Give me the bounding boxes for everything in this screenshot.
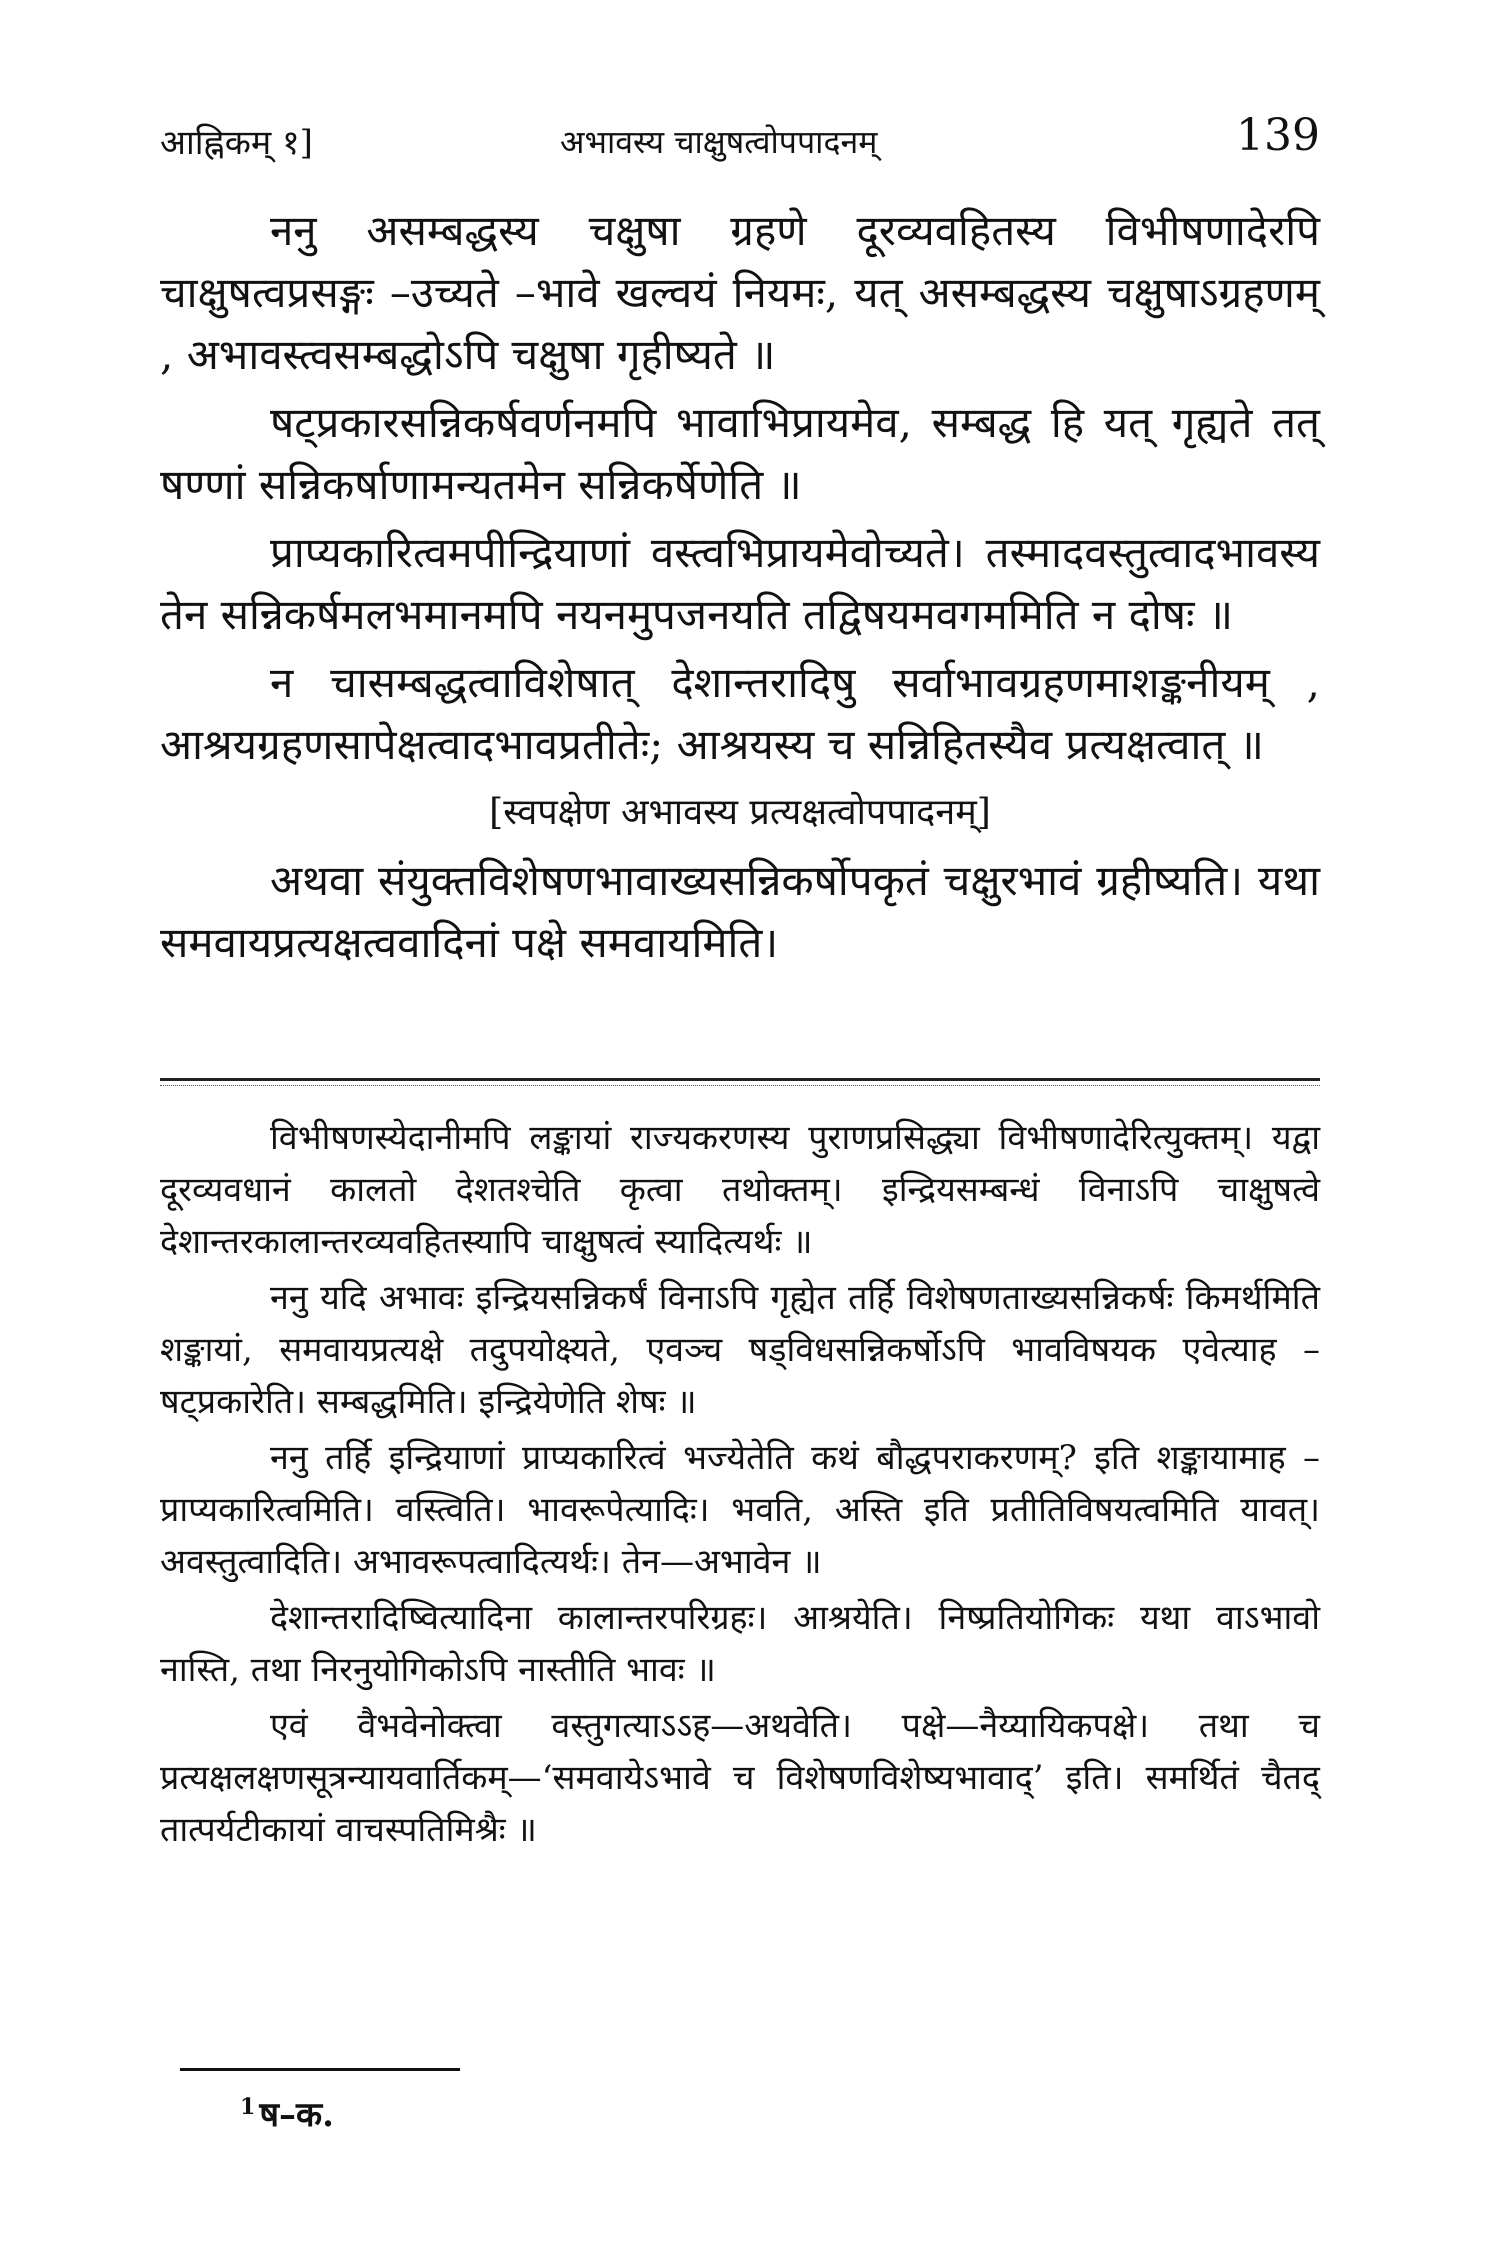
commentary-paragraph-1: विभीषणस्येदानीमपि लङ्कायां राज्यकरणस्य पुराणप्रसिद्ध्या विभीषणादेरित्युक्तम्। यद्वा दूरव्यवधानं कालतो देशतश्चेति कृत्वा तथोक्तम्। इन्द्रियसम्बन्धं विनाऽपि चाक्षुषत्वे देशान्तरकालान्तरव्यवहितस्यापि चाक्षुषत्वं स्यादित्यर्थः ॥ bbox=[160, 1118, 1320, 1262]
section-title: अभावस्य चाक्षुषत्वोपपादनम् bbox=[560, 123, 878, 161]
footnote-rule bbox=[180, 2068, 460, 2071]
footnote-text: ष–क. bbox=[259, 2095, 334, 2135]
main-paragraph-4: न चासम्बद्धत्वाविशेषात् देशान्तरादिषु सर्वाभावग्रहणमाशङ्कनीयम् , आश्रयग्रहणसापेक्षत्वादभावप्रतीतेः; आश्रयस्य च सन्निहितस्यैव प्रत्यक्षत्वात् ॥ bbox=[160, 658, 1320, 769]
main-text bbox=[160, 200, 1320, 980]
commentary-paragraph-2: ननु यदि अभावः इन्द्रियसन्निकर्षं विनाऽपि गृह्येत तर्हि विशेषणताख्यसन्निकर्षः किमर्थमिति शङ्कायां, समवायप्रत्यक्षे तदुपयोक्ष्यते, एवञ्च षड्विधसन्निकर्षोऽपि भावविषयक एवेत्याह –षट्प्रकारेति। सम्बद्धमिति। इन्द्रियेणेति शेषः ॥ bbox=[160, 1278, 1320, 1422]
main-paragraph-2: षट्प्रकारसन्निकर्षवर्णनमपि भावाभिप्रायमेव, सम्बद्ध हि यत् गृह्यते तत् षण्णां सन्निकर्षाणामन्यतमेन सन्निकर्षेणेति ॥ bbox=[160, 398, 1320, 509]
footnote bbox=[240, 2090, 334, 2136]
commentary bbox=[160, 1112, 1320, 1860]
commentary-paragraph-5: एवं वैभवेनोक्त्वा वस्तुगत्याऽऽह—अथवेति। पक्षे—नैय्यायिकपक्षे। तथा च प्रत्यक्षलक्षणसूत्रन्यायवार्तिकम्—‘समवायेऽभावे च विशेषणविशेष्यभावाद्’ इति। समर्थितं चैतद् तात्पर्यटीकायां वाचस्पतिमिश्रैः ॥ bbox=[160, 1706, 1320, 1850]
main-paragraph-3: प्राप्यकारित्वमपीन्द्रियाणां वस्त्वभिप्रायमेवोच्यते। तस्मादवस्तुत्वादभावस्य तेन सन्निकर्षमलभमानमपि नयनमुपजनयति तद्विषयमवगममिति न दोषः ॥ bbox=[160, 528, 1320, 639]
commentary-paragraph-4: देशान्तरादिष्वित्यादिना कालान्तरपरिग्रहः। आश्रयेति। निष्प्रतियोगिकः यथा वाऽभावो नास्ति, तथा निरनुयोगिकोऽपि नास्तीति भावः ॥ bbox=[160, 1598, 1320, 1690]
page-number: 139 bbox=[1236, 110, 1320, 161]
running-header bbox=[160, 110, 1320, 170]
text-commentary-divider bbox=[160, 1078, 1320, 1086]
footnote-marker: 1 bbox=[240, 2093, 256, 2120]
commentary-paragraph-3: ननु तर्हि इन्द्रियाणां प्राप्यकारित्वं भज्येतेति कथं बौद्धपराकरणम्? इति शङ्कायामाह –प्राप्यकारित्वमिति। वस्त्विति। भावरूपेत्यादिः। भवति, अस्ति इति प्रतीतिविषयत्वमिति यावत्। अवस्तुत्वादिति। अभावरूपत्वादित्यर्थः। तेन—अभावेन ॥ bbox=[160, 1438, 1320, 1582]
main-paragraph-5: अथवा संयुक्तविशेषणभावाख्यसन्निकर्षोपकृतं चक्षुरभावं ग्रहीष्यति। यथा समवायप्रत्यक्षत्ववादिनां पक्षे समवायमिति। bbox=[160, 856, 1320, 967]
chapter-label: आह्निकम् १] bbox=[160, 123, 313, 163]
section-subheading: [स्वपक्षेण अभावस्य प्रत्यक्षत्वोपपादनम्] bbox=[489, 792, 991, 833]
main-paragraph-1: ननु असम्बद्धस्य चक्षुषा ग्रहणे दूरव्यवहितस्य विभीषणादेरपि चाक्षुषत्वप्रसङ्गः –उच्यते –भावे खल्वयं नियमः, यत् असम्बद्धस्य चक्षुषाऽग्रहणम् , अभावस्त्वसम्बद्धोऽपि चक्षुषा गृहीष्यते ॥ bbox=[160, 206, 1320, 379]
